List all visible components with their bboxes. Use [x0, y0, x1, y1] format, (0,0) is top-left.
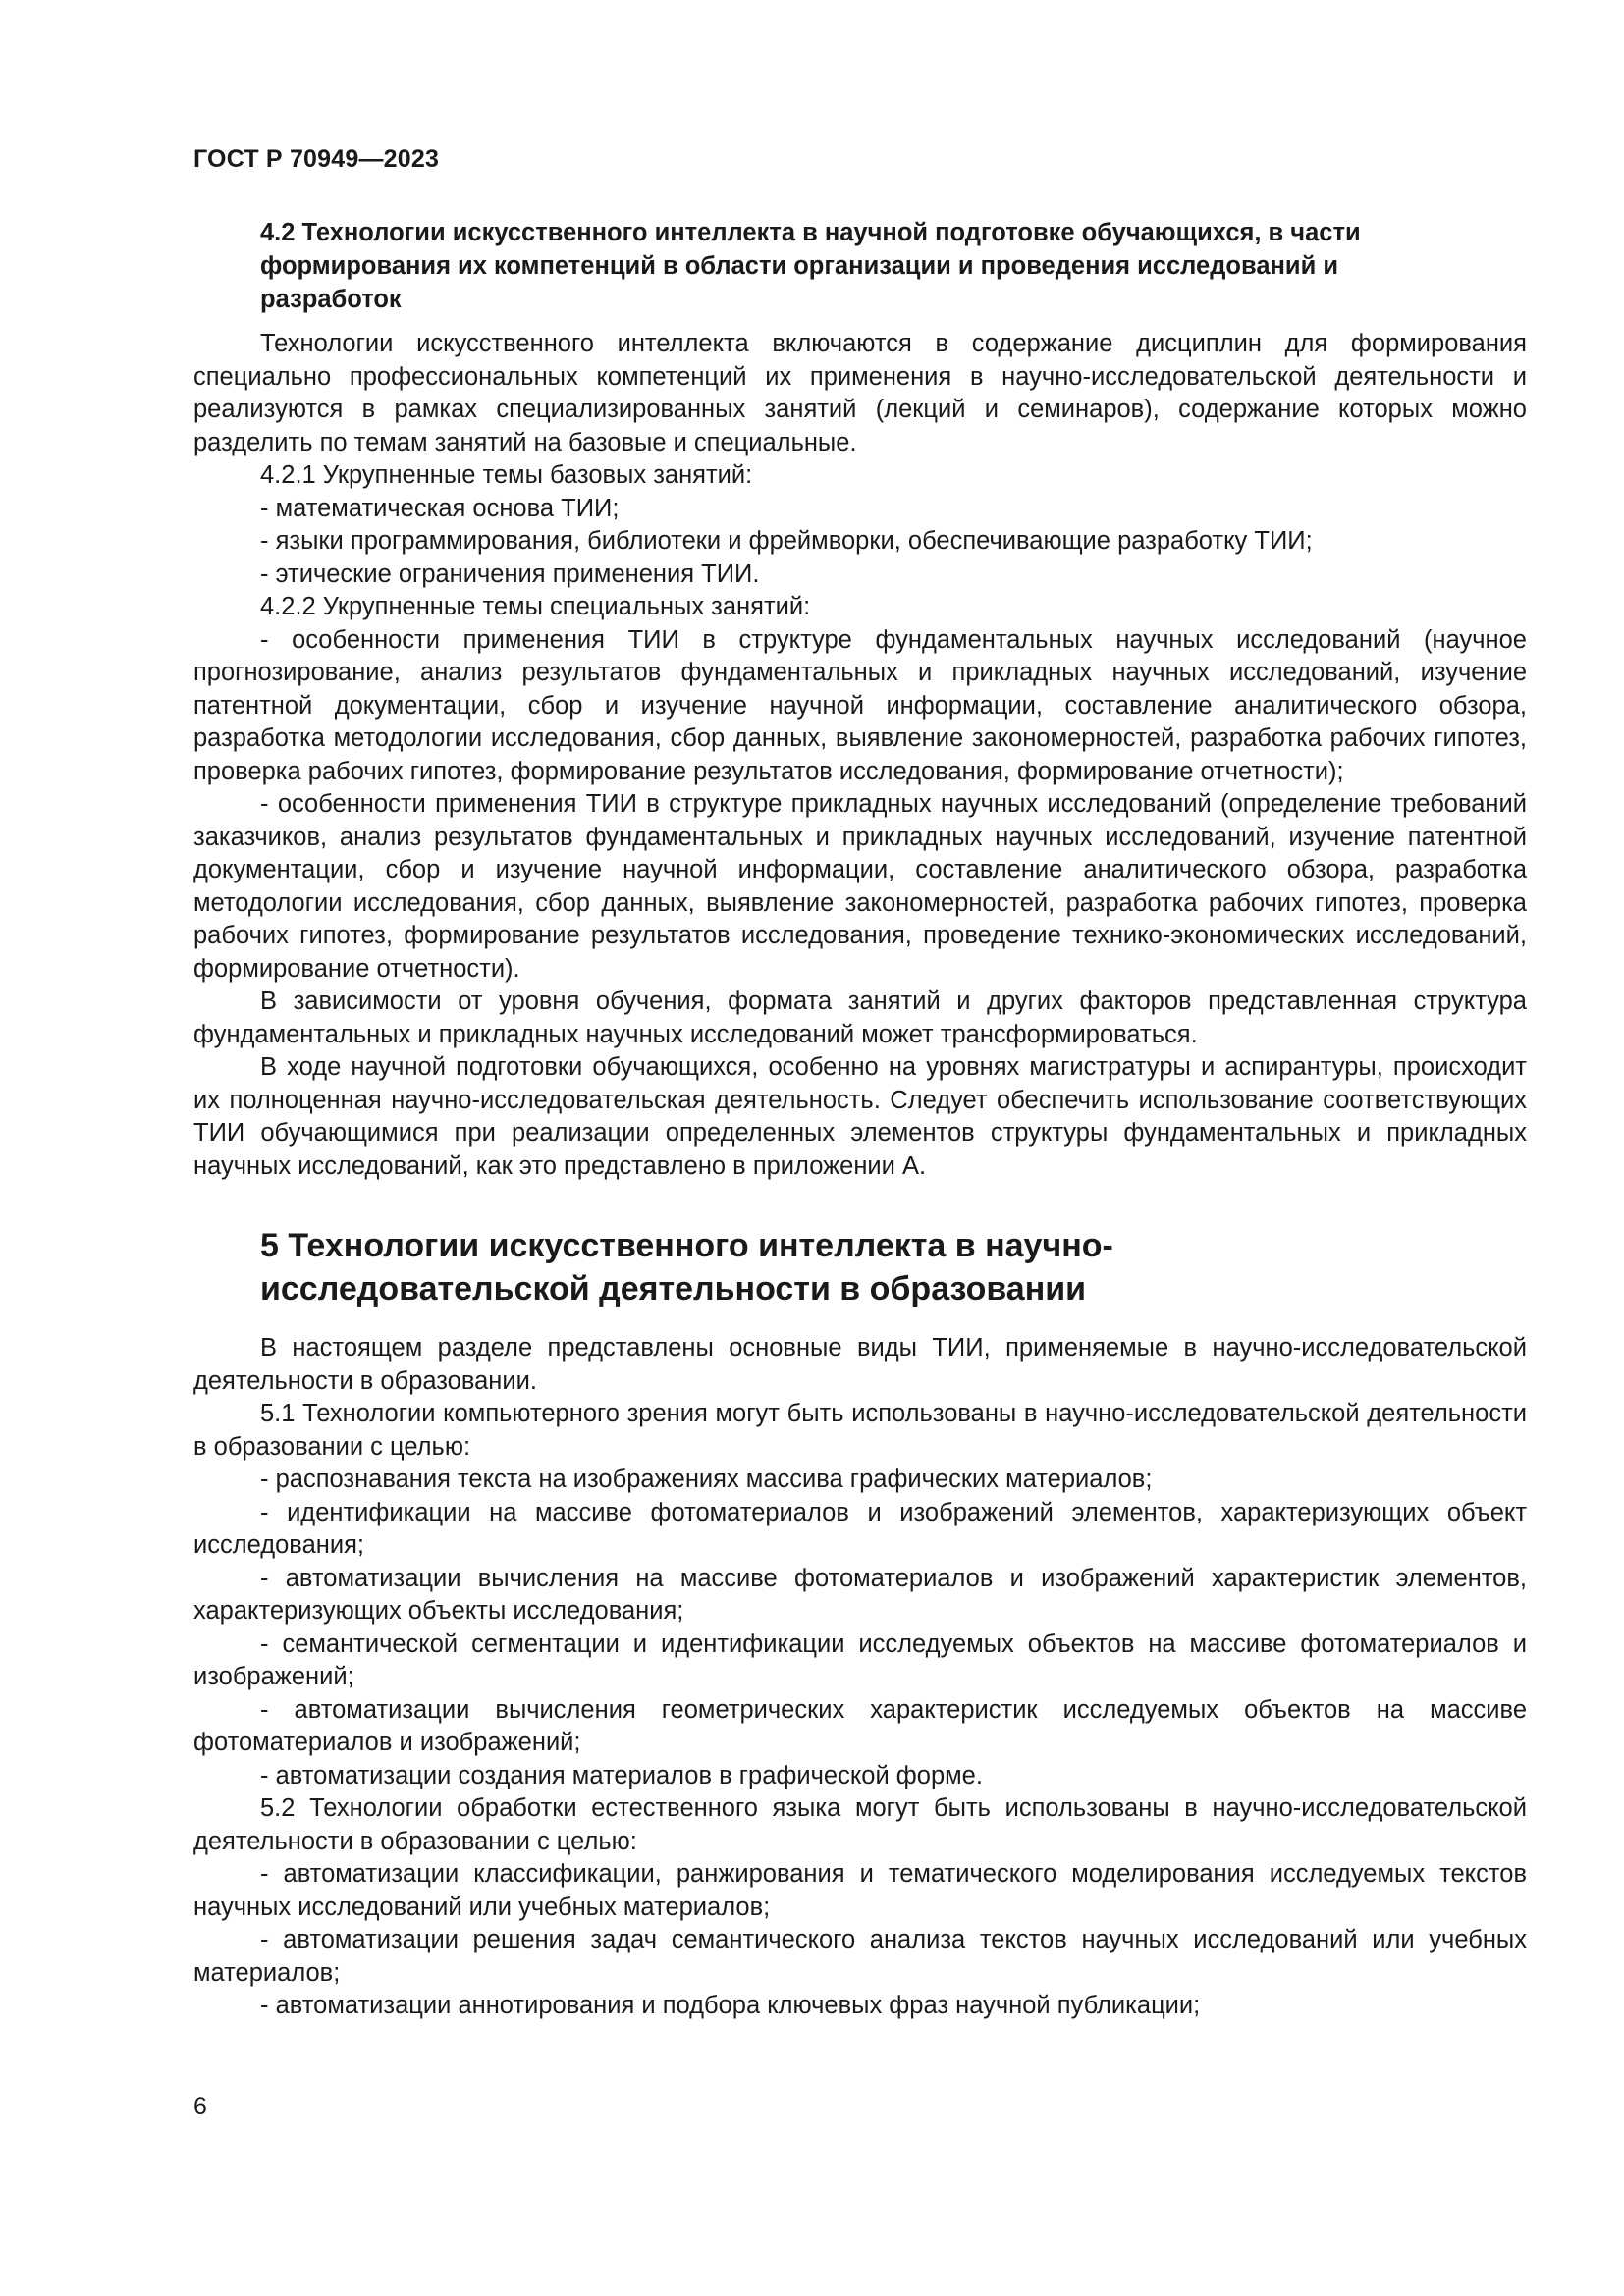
list-item: - языки программирования, библиотеки и фреймворки, обеспечивающие разработку ТИИ; [260, 527, 1313, 555]
section-heading-5: 5 Технологии искусственного интеллекта в научно-исследовательской деятельности в образовании [260, 1227, 1113, 1308]
subsection-heading-4-2: 4.2 Технологии искусственного интеллекта в научной подготовке обучающихся, в части формирования их компетенций в области организации и проведения исследований и разработок [260, 219, 1361, 313]
paragraph: Технологии искусственного интеллекта включаются в содержание дисциплин для формирования специально профессиональных компетенций их применения в научно-исследовательской деятельности и реализуются в рамках специализированных занятий (лекций и семинаров), содержание которых можно разделить по темам занятий на базовые и специальные. [193, 330, 1527, 456]
list-item: - автоматизации создания материалов в графической форме. [260, 1761, 983, 1789]
list-item: - автоматизации вычисления на массиве фотоматериалов и изображений характеристик элементов, характеризующих объекты исследования; [193, 1564, 1527, 1625]
list-item: - особенности применения ТИИ в структуре фундаментальных научных исследований (научное прогнозирование, анализ результатов фундаментальных и прикладных научных исследований, изучение патентной документации, сбор и изучение научной информации, составление аналитического обзора, разработка методологии исследования, сбор данных, выявление закономерностей, разработка рабочих гипотез, проверка рабочих гипотез, формирование результатов исследования, формирование отчетности); [193, 625, 1527, 785]
paragraph: 4.2.2 Укрупненные темы специальных занятий: [260, 593, 811, 620]
list-item: - автоматизации классификации, ранжирования и тематического моделирования исследуемых текстов научных исследований или учебных материалов; [193, 1860, 1527, 1921]
paragraph: В ходе научной подготовки обучающихся, особенно на уровнях магистратуры и аспирантуры, происходит их полноценная научно-исследовательская деятельность. Следует обеспечить использование соответствующих ТИИ обучающимися при реализации определенных элементов структуры фундаментальных и прикладных научных исследований, как это представлено в приложении А. [193, 1053, 1527, 1180]
list-item: - идентификации на массиве фотоматериалов и изображений элементов, характеризующих объект исследования; [193, 1498, 1527, 1559]
standard-code-header: ГОСТ Р 70949—2023 [193, 145, 440, 173]
paragraph: 5.2 Технологии обработки естественного языка могут быть использованы в научно-исследовательской деятельности в образовании с целью: [193, 1794, 1527, 1855]
list-item: - распознавания текста на изображениях массива графических материалов; [260, 1466, 1153, 1493]
list-item: - семантической сегментации и идентификации исследуемых объектов на массиве фотоматериалов и изображений; [193, 1629, 1527, 1690]
paragraph: 4.2.1 Укрупненные темы базовых занятий: [260, 461, 753, 489]
list-item: - автоматизации вычисления геометрических характеристик исследуемых объектов на массиве фотоматериалов и изображений; [193, 1695, 1527, 1756]
list-item: - автоматизации аннотирования и подбора ключевых фраз научной публикации; [260, 1992, 1201, 2019]
page-number: 6 [193, 2093, 207, 2120]
list-item: - математическая основа ТИИ; [260, 494, 620, 522]
list-item: - особенности применения ТИИ в структуре прикладных научных исследований (определение требований заказчиков, анализ результатов фундаментальных и прикладных научных исследований, изучение патентной документации, сбор и изучение научной информации, составление аналитического обзора, разработка методологии исследования, сбор данных, выявление закономерностей, разработка рабочих гипотез, проверка рабочих гипотез, формирование результатов исследования, проведение технико-экономических исследований, формирование отчетности). [193, 790, 1527, 983]
document-body [193, 216, 1527, 2023]
paragraph: 5.1 Технологии компьютерного зрения могут быть использованы в научно-исследовательской деятельности в образовании с целью: [193, 1400, 1527, 1461]
paragraph: В зависимости от уровня обучения, формата занятий и других факторов представленная структура фундаментальных и прикладных научных исследований может трансформироваться. [193, 988, 1527, 1048]
list-item: - автоматизации решения задач семантического анализа текстов научных исследований или учебных материалов; [193, 1926, 1527, 1987]
list-item: - этические ограничения применения ТИИ. [260, 560, 760, 588]
paragraph: В настоящем разделе представлены основные виды ТИИ, применяемые в научно-исследовательской деятельности в образовании. [193, 1334, 1527, 1395]
